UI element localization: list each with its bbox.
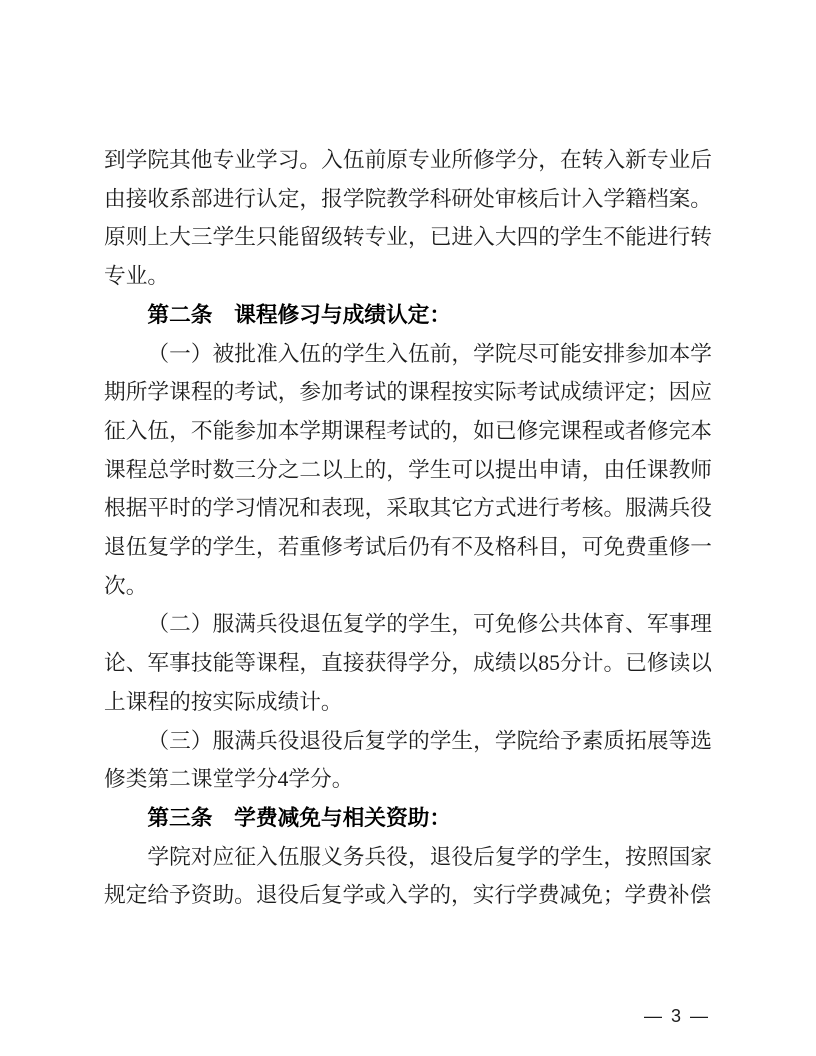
page-number: — 3 —	[643, 1006, 710, 1026]
section-heading-article-2: 第二条 课程修习与成绩认定：	[147, 301, 452, 327]
paragraph-item-2: （二）服满兵役退伍复学的学生，可免修公共体育、军事理论、军事技能等课程，直接获得学分，成绩以85分计。已修读以上课程的按实际成绩计。	[104, 612, 712, 714]
paragraph-item-3: （三）服满兵役退役后复学的学生，学院给予素质拓展等选修类第二课堂学分4学分。	[104, 728, 712, 792]
paragraph-article-3-body: 学院对应征入伍服义务兵役，退役后复学的学生，按照国家规定给予资助。退役后复学或入学的，实行学费减免；学费补偿	[104, 844, 712, 908]
paragraph-continuation: 到学院其他专业学习。入伍前原专业所修学分，在转入新专业后由接收系部进行认定，报学院教学科研处审核后计入学籍档案。原则上大三学生只能留级转专业，已进入大四的学生不能进行转专业。	[104, 148, 712, 289]
document-text-block	[104, 141, 712, 915]
paragraph-item-1: （一）被批准入伍的学生入伍前，学院尽可能安排参加本学期所学课程的考试，参加考试的课程按实际考试成绩评定；因应征入伍，不能参加本学期课程考试的，如已修完课程或者修完本课程总学时数三分之二以上的，学生可以提出申请，由任课教师根据平时的学习情况和表现，采取其它方式进行考核。服满兵役退伍复学的学生，若重修考试后仍有不及格科目，可免费重修一次。	[104, 341, 712, 598]
section-heading-article-3: 第三条 学费减免与相关资助：	[147, 804, 452, 830]
